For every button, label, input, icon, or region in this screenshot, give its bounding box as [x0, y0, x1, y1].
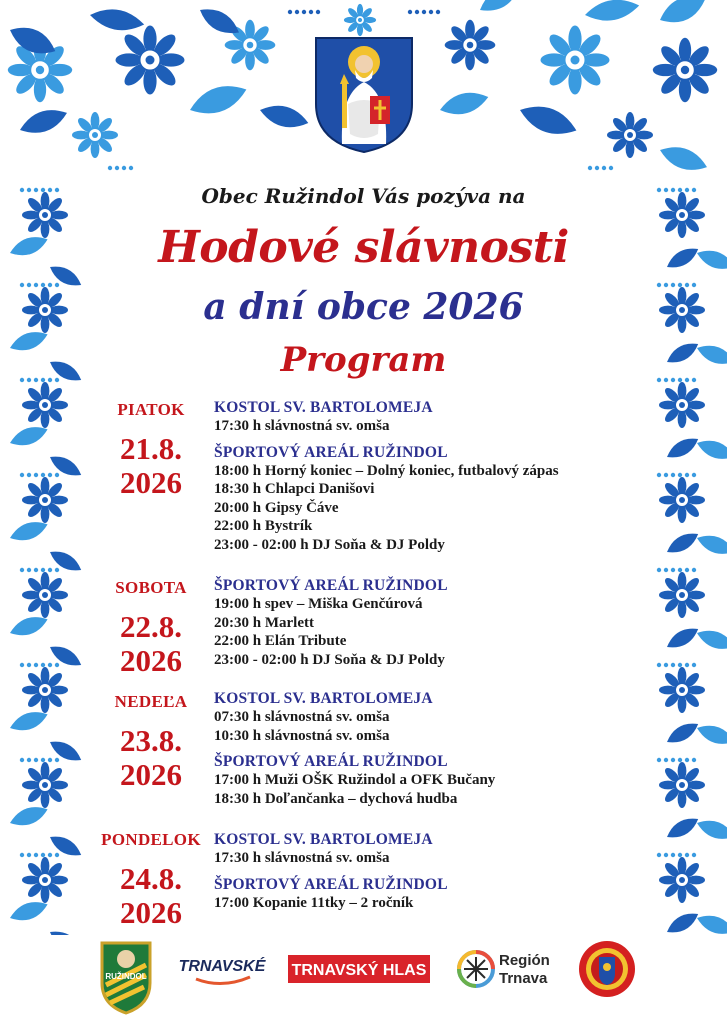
- trnavske-label: TRNAVSKÉ: [178, 958, 266, 975]
- venue-heading: ŠPORTOVÝ AREÁL RUŽINDOL: [214, 753, 448, 770]
- day-date: 22.8.: [120, 609, 182, 644]
- program-item: 18:00 h Horný koniec – Dolný koniec, futbalový zápas: [214, 462, 559, 479]
- program-item: 19:00 h spev – Miška Genčúrová: [214, 596, 423, 612]
- osk-label: RUŽINDOL: [105, 972, 147, 981]
- event-subtitle: a dní obce 2026: [203, 286, 524, 328]
- region-label-line1: Región: [499, 952, 550, 969]
- day-date: 21.8.: [120, 431, 182, 466]
- events-saturday: [214, 577, 644, 669]
- trnavske-logo: [179, 956, 267, 984]
- day-name: PONDELOK: [101, 830, 201, 849]
- day-date: 24.8.: [120, 861, 182, 896]
- osk-ruzindol-logo: [102, 943, 150, 1013]
- program-item: 17:30 h slávnostná sv. omša: [214, 850, 390, 866]
- program-heading: Program: [280, 340, 447, 380]
- program-item: 20:30 h Marlett: [214, 614, 314, 631]
- program-item: 17:00 h Muži OŠK Ružindol a OFK Bučany: [214, 772, 496, 788]
- venue-heading: ŠPORTOVÝ AREÁL RUŽINDOL: [214, 875, 448, 893]
- trnavsky-hlas-logo: [288, 955, 430, 983]
- day-date: 23.8.: [120, 723, 182, 758]
- region-label-line2: Trnava: [499, 970, 548, 987]
- program-item: 17:30 h slávnostná sv. omša: [214, 418, 390, 434]
- venue-heading: ŠPORTOVÝ AREÁL RUŽINDOL: [214, 577, 448, 594]
- trnavsky-hlas-label: TRNAVSKÝ HLAS: [291, 962, 427, 979]
- program-item: 10:30 h slávnostná sv. omša: [214, 727, 390, 744]
- program-item: 22:00 h Bystrík: [214, 518, 313, 534]
- village-coat-of-arms: [312, 34, 416, 156]
- day-saturday: [95, 578, 207, 678]
- sponsor-logos: [0, 935, 727, 1015]
- program-item: 17:00 Kopanie 11tky – 2 ročník: [214, 894, 414, 911]
- day-year: 2026: [120, 643, 182, 678]
- day-sunday: [95, 692, 207, 792]
- events-friday: [214, 399, 644, 554]
- program-item: 18:30 h Doľančanka – dychová hudba: [214, 790, 458, 807]
- venue-heading: KOSTOL SV. BARTOLOMEJA: [214, 399, 433, 416]
- event-title: Hodové slávnosti: [158, 222, 569, 273]
- venue-heading: KOSTOL SV. BARTOLOMEJA: [214, 690, 433, 707]
- day-name: PIATOK: [117, 400, 185, 419]
- program-item: 23:00 - 02:00 h DJ Soňa & DJ Poldy: [214, 536, 445, 553]
- program-item: 23:00 - 02:00 h DJ Soňa & DJ Poldy: [214, 651, 445, 668]
- day-year: 2026: [120, 465, 182, 500]
- region-trnava-logo: [459, 952, 550, 987]
- program-item: 20:00 h Gipsy Čáve: [214, 499, 339, 516]
- venue-heading: ŠPORTOVÝ AREÁL RUŽINDOL: [214, 443, 448, 461]
- day-year: 2026: [120, 895, 182, 930]
- fire-brigade-emblem: [579, 941, 635, 997]
- events-monday: [214, 831, 644, 912]
- day-monday: [95, 830, 207, 930]
- program-item: 18:30 h Chlapci Danišovi: [214, 481, 375, 497]
- day-year: 2026: [120, 757, 182, 792]
- day-name: NEDEĽA: [114, 692, 188, 711]
- program-item: 22:00 h Elán Tribute: [214, 633, 347, 649]
- day-name: SOBOTA: [115, 578, 187, 597]
- day-friday: [95, 400, 207, 500]
- invitation-intro: Obec Ružindol Vás pozýva na: [201, 184, 526, 208]
- venue-heading: KOSTOL SV. BARTOLOMEJA: [214, 831, 433, 848]
- events-sunday: [214, 690, 644, 808]
- program-item: 07:30 h slávnostná sv. omša: [214, 709, 390, 725]
